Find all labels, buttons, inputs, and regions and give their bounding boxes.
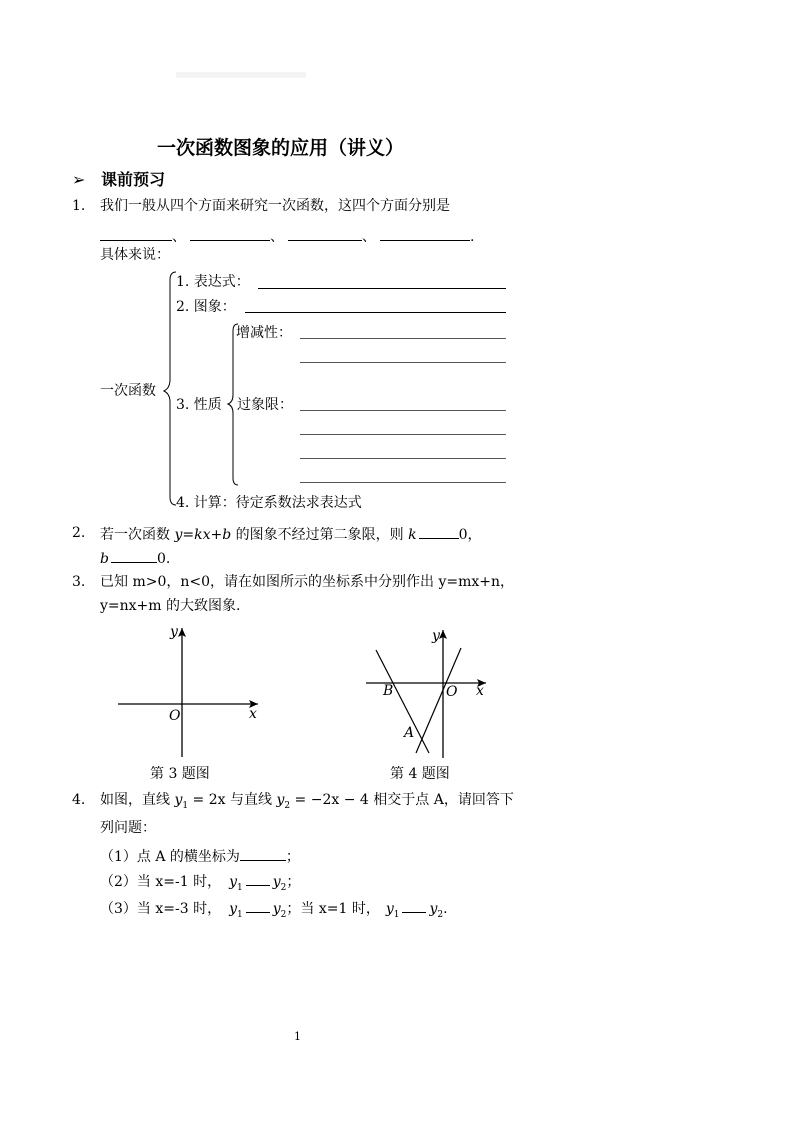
fig4-origin: O xyxy=(446,684,458,700)
q1-blanks: 、 、 、 . xyxy=(100,226,474,246)
item-expression: 1. 表达式： xyxy=(176,274,250,290)
item-monotonic: 增减性： xyxy=(236,325,292,341)
q1-number: 1. xyxy=(72,198,86,214)
fig4-y-label: y xyxy=(432,628,440,644)
line-y2 xyxy=(376,650,429,753)
fig3-origin: O xyxy=(169,708,181,724)
fig3-caption: 第 3 题图 xyxy=(150,766,210,782)
q1-text: 我们一般从四个方面来研究一次函数，这四个方面分别是 xyxy=(100,198,450,214)
fig3-y-label: y xyxy=(170,624,178,640)
item-graph: 2. 图象： xyxy=(176,299,236,315)
q3-line2: y=nx+m 的大致图象. xyxy=(100,598,241,614)
q3-number: 3. xyxy=(72,574,86,590)
q4-line1: 如图，直线 $y_1 = 2x$ 与直线 $y_2 = -2x - 4$ 相交于点 A，请回答下 xyxy=(100,792,514,811)
q4-part1: （1）点 A 的横坐标为 ； xyxy=(100,846,300,866)
page-title: 一次函数图象的应用（讲义） xyxy=(157,137,405,159)
fig4-x-label: x xyxy=(476,683,484,699)
blank[interactable] xyxy=(402,898,426,913)
blank[interactable] xyxy=(240,846,286,861)
fig4-point-b: B xyxy=(383,683,394,699)
item-properties: 3. 性质 xyxy=(176,397,222,413)
blank[interactable] xyxy=(246,871,270,886)
q4-line2: 列问题： xyxy=(100,820,156,836)
item-calculation: 4. 计算：待定系数法求表达式 xyxy=(176,495,362,511)
q2-number: 2. xyxy=(72,525,86,541)
q2-line1: 若一次函数 y=kx+b 的图象不经过第二象限，则 k 0， xyxy=(100,524,481,544)
q4-part2: （2）当 x=-1 时， $y_1$ $y_2$； xyxy=(100,871,300,897)
arrow-bullet-icon: ➢ xyxy=(72,170,86,189)
fig4-caption: 第 4 题图 xyxy=(390,766,450,782)
fig4-point-a: A xyxy=(404,725,415,741)
page-number: 1 xyxy=(294,1030,301,1043)
root-label: 一次函数 xyxy=(100,383,156,399)
q1-specific: 具体来说： xyxy=(100,247,170,263)
section-title: 课前预习 xyxy=(100,170,165,189)
blank[interactable] xyxy=(246,898,270,913)
fig3-x-label: x xyxy=(249,706,257,722)
q4-part3: （3）当 x=-3 时， $y_1$ $y_2$；当 x=1 时， $y_1$ $y_2$. xyxy=(100,898,448,924)
q4-number: 4. xyxy=(72,792,86,808)
q3-line1: 已知 m>0，n<0，请在如图所示的坐标系中分别作出 y=mx+n， xyxy=(100,574,515,590)
q2-line2: b 0. xyxy=(100,548,170,568)
q2-function: y=kx+b xyxy=(174,527,232,543)
item-quadrants: 过象限： xyxy=(237,397,293,413)
